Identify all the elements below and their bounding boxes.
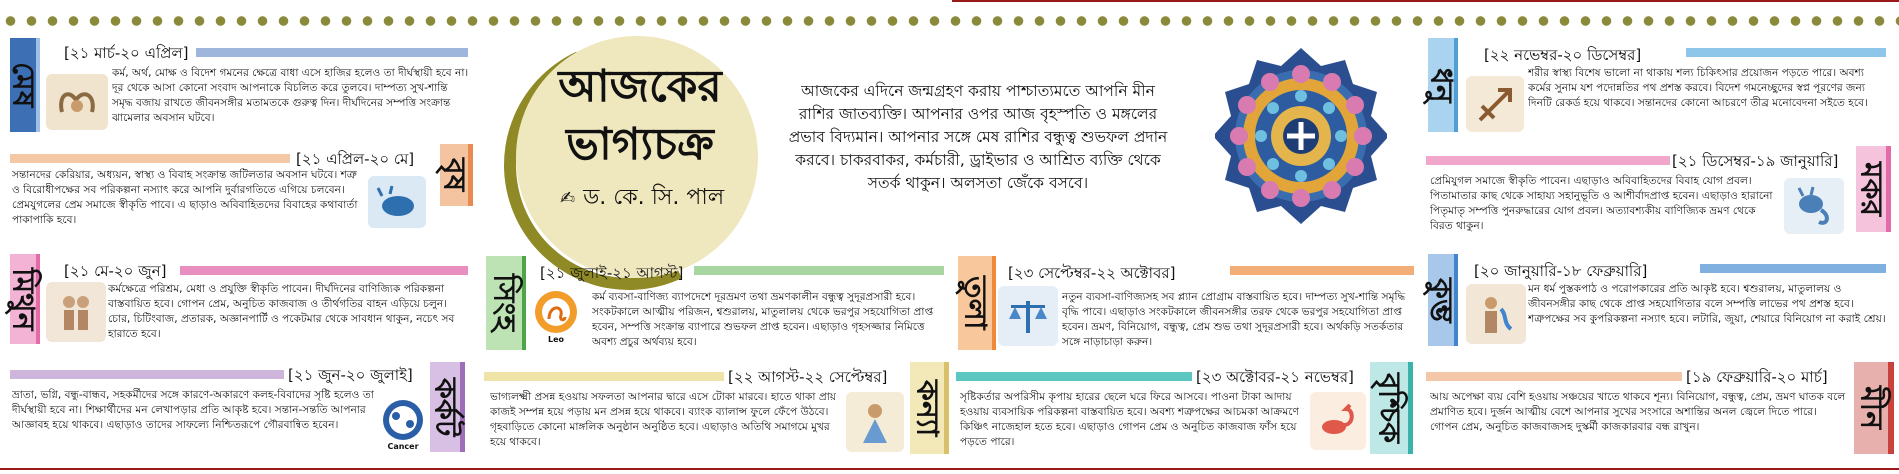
date-range-singha: [২১ জুলাই-২১ আগস্ট] [540, 264, 684, 282]
date-range-karkat: [২১ জুন-২০ জুলাই] [288, 366, 413, 384]
sign-tab-meen: মীন [1854, 362, 1894, 454]
forecast-mithun: কর্মক্ষেত্রে পরিশ্রম, মেধা ও প্রযুক্তি স্বীকৃতি পাবেন। দীর্ঘদিনের বাণিজ্যিক পরিকল্পনা বাস্তবায়িত হবে। গোপন প্রেম, অনুচিত কাজবাজ ও তীর্থগতির বাহন এড়িয়ে চলুন। চোর, চিটিংবাজ, প্রতারক, অজ্ঞানপার্টি ও পকেটমার থেকে সাবধান থাকুন, নচেৎ সব হারাতে হবে। [108, 283, 455, 340]
sign-tab-brischik: বৃশ্চিক [1370, 362, 1413, 454]
sign-tab-kanya: কন্যা [910, 362, 949, 454]
sign-tab-dhanu: ধনু [1428, 38, 1458, 132]
zodiac-wheel-icon [1215, 46, 1387, 226]
leo-icon-label: Leo [547, 334, 565, 344]
accent-bar-mithun [180, 266, 468, 275]
accent-bar-kumbha [1700, 264, 1886, 273]
date-range-brisha: [২১ এপ্রিল-২০ মে] [296, 150, 415, 168]
forecast-kanya: ভাগ্যলক্ষ্মী প্রসন্ন হওয়ায় সফলতা আপনার দ্বারে এসে টোকা মারবে। হাতে থাকা প্রায় কাজই সম্পন্ন হয়ে পড়ায় মন প্রসন্ন হয়ে থাকবে। ব্যাংক ব্যালান্স ফুলে ফেঁপে উঠবে। গৃহবাড়িতে কোনো মাঙ্গলিক অনুষ্ঠান অনুষ্ঠিত হবে। এছাড়াও অতিথি সমাগমে মুখর হয়ে থাকবে। [490, 391, 837, 448]
date-range-tula: [২৩ সেপ্টেম্বর-২২ অক্টোবর] [1008, 264, 1176, 282]
accent-bar-karkat [10, 370, 284, 379]
date-range-kumbha: [২০ জানুয়ারি-১৮ ফেব্রুয়ারি] [1474, 262, 1648, 280]
capricorn-icon [1784, 178, 1844, 234]
rule-bottom [0, 468, 1899, 470]
forecast-kumbha: মন ধর্ম পুস্তকপাঠ ও পরোপকারের প্রতি আকৃষ্ট হবে। শ্বশুরালয়, মাতুলালয় ও জীবনসঙ্গীর কাছ থেকে প্রাপ্ত সহযোগিতার বলে সম্পত্তি লাভের পথ প্রশস্ত হবে। শত্রুপক্ষের সব কুপরিকল্পনা নস্যাৎ হবে। লটারি, জুয়া, শেয়ারে বিনিয়োগ না করাই শ্রেয়। [1528, 283, 1886, 325]
forecast-brischik: সৃষ্টিকর্তার অপরিসীম কৃপায় হারের ছেলে ঘরে ফিরে আসবে। পাওনা টাকা আদায় হওয়ায় ব্যবসায়িক পরিকল্পনা বাস্তবায়িত হবে। অবশ্য শত্রুপক্ষের আচমকা আক্রমণে কিঞ্চিৎ নাজেহাল হতে হবে। এছাড়াও গোপন প্রেম ও অনুচিত কাজবাজ ফাঁস হয়ে পড়তে পারে। [960, 391, 1299, 448]
rule-top [952, 0, 1899, 2]
gemini-icon [46, 282, 106, 342]
sagittarius-icon [1466, 76, 1524, 132]
libra-icon [998, 286, 1058, 346]
forecast-makar: প্রেমিযুগল সমাজে স্বীকৃতি পাবেন। এছাড়াও অবিবাহিতদের বিবাহ যোগ প্রবল। পিতামাতার কাছ থেকে সাহায্য সহানুভূতি ও আশীর্বাদপ্রাপ্ত হবেন। এছাড়াও হারানো পিতৃমাতৃ সম্পত্তি পুনরুদ্ধারের যোগ প্রবল। অত্যাবশ্যকীয় বাণিজ্যিক ভ্রমণ থেকে বিরত থাকুন। [1430, 175, 1773, 232]
scorpio-icon [1310, 392, 1366, 450]
accent-bar-brischik [956, 372, 1192, 381]
accent-bar-mesh [196, 48, 468, 57]
date-range-brischik: [২৩ অক্টোবর-২১ নভেম্বর] [1196, 368, 1354, 386]
cancer-icon [378, 394, 428, 454]
sign-tab-kumbha: কুম্ভ [1428, 254, 1458, 346]
accent-bar-singha [694, 266, 944, 275]
forecast-brisha: সন্তানদের কেরিয়ার, অধ্যয়ন, স্বাস্থ্য ও বিবাহ সংক্রান্ত জটিলতার অবসান ঘটবে। শত্রু ও বিরোধীপক্ষের সব পরিকল্পনা নস্যাৎ করে আপনি দুর্বারগতিতে এগিয়ে চলবেন। প্রেমযুগলের প্রেম সমাজে স্বীকৃতি পাবে। এ ছাড়াও অবিবাহিতদের বিবাহের কথাবার্তা পাকাপাকি হবে। [12, 169, 358, 226]
date-range-meen: [১৯ ফেব্রুয়ারি-২০ মার্চ] [1686, 368, 1828, 386]
title-line-2: ভাগ্যচক্র [566, 119, 714, 170]
page-title [530, 58, 750, 174]
sign-tab-singha: সিংহ [486, 256, 526, 350]
aquarius-icon [1466, 284, 1526, 344]
sign-tab-karkat: কর্কট [430, 362, 465, 452]
forecast-tula: নতুন ব্যবসা-বাণিজ্যসহ সব প্ল্যান প্রোগ্রাম বাস্তবায়িত হবে। দাম্পত্য সুখ-শান্তি সমৃদ্ধি বৃদ্ধি পাবে। এছাড়াও সংকটকালে জীবনসঙ্গীর তরফ থেকে ভরপুর সহযোগিতা প্রাপ্ত হবেন। ভ্রমণ, বিনিয়োগ, বন্ধুত্ব, প্রেম শুভ তথা সুদূরপ্রসারী হবে। অর্থকড়ি সতর্কতার সঙ্গে নাড়াচাড়া করুন। [1062, 291, 1406, 348]
sign-tab-mithun: মিথুন [10, 254, 40, 344]
accent-bar-kanya [484, 372, 724, 381]
sign-tab-brisha: বৃষ [440, 144, 473, 206]
pen-icon: ✍ [560, 188, 576, 209]
sign-tab-tula: তুলা [958, 256, 996, 350]
taurus-icon [368, 176, 426, 228]
forecast-dhanu: শরীর স্বাস্থ্য বিশেষ ভালো না থাকায় শল্য চিকিৎসার প্রয়োজন পড়তে পারে। অবশ্য কর্মের সুনাম যশ পদোন্নতির পথ প্রশস্ত করবে। বিদেশ গমনেচ্ছুদের স্বপ্ন পূরণের জন্য দিনটি রেকর্ড হয়ে থাকবে। সন্তানদের কোনো আচরণে তীব্র মনোবেদনা সইতে হবে। [1528, 67, 1868, 109]
forecast-karkat: ভ্রাতা, ভগ্নি, বন্ধু-বান্ধব, সহকর্মীদের সঙ্গে কারণে-অকারণে কলহ-বিবাদের সৃষ্টি হলেও তা দীর্ঘস্থায়ী হবে না। শিক্ষার্থীদের মন লেখাপড়ার প্রতি আকৃষ্ট হবে। সন্তান-সন্ততি আপনার আজ্ঞাবহ হয়ে থাকবে। এছাড়াও তাদের সাফল্যে নিশ্চিতরূপে গৌরবান্বিত হবেন। [12, 389, 374, 431]
accent-bar-brisha [10, 154, 290, 163]
forecast-meen: আয় অপেক্ষা ব্যয় বেশি হওয়ায় সঞ্চয়ের খাতে থাকবে শূন্য। বিনিয়োগ, বন্ধুত্ব, প্রেম, ভ্রমণ ঘাতক বলে প্রমাণিত হবে। দুর্জন আত্মীয় বেশে আপনার সুখের সংসারে অশান্তির অনল জ্বেলে দিতে পারে। গোপন প্রেম, অনুচিত কাজবাজসহ দুস্কর্মী কাজকারবার বন্ধ রাখুন। [1430, 391, 1846, 433]
dotted-border-top [0, 14, 1899, 28]
sign-tab-makar: মকর [1856, 146, 1891, 232]
accent-bar-tula [1230, 266, 1414, 275]
virgo-icon [846, 392, 904, 452]
forecast-mesh: কর্ম, অর্থ, মোক্ষ ও বিদেশ গমনের ক্ষেত্রে বাধা এসে হাজির হলেও তা দীর্ঘস্থায়ী হবে না। দূর থেকে আসা কোনো সংবাদ আপনাকে বিচলিত করে তুলবে। দাম্পত্য সুখ-শান্তি সমৃদ্ধ বজায় রাখতে জীবনসঙ্গীর মতামতকে গুরুত্ব দিন। দীর্ঘদিনের সম্পত্তি সংক্রান্ত ঝামেলার অবসান ঘটবে। [112, 67, 469, 124]
aries-icon [46, 74, 108, 130]
accent-bar-meen [1426, 372, 1682, 381]
date-range-mithun: [২১ মে-২০ জুন] [64, 262, 167, 280]
author-line [560, 180, 760, 217]
forecast-singha: কর্ম ব্যবসা-বাণিজ্য ব্যাপদেশে দূরভ্রমণ তথা ভ্রমণকালীন বন্ধুত্ব সুদূরপ্রসারী হবে। সংকটকালে আত্মীয় পরিজন, শ্বশুরালয়, মাতুলালয় থেকে ভরপুর সহযোগিতা প্রাপ্ত হবেন, সম্পত্তি সংক্রান্ত ব্যাপারে শুভফল প্রাপ্ত হবেন। এছাড়াও গৃহসজ্জার নিমিত্তে অবশ্য প্রচুর অর্থব্যয় হবে। [592, 291, 934, 348]
accent-bar-dhanu [1686, 48, 1886, 57]
date-range-dhanu: [২২ নভেম্বর-২০ ডিসেম্বর] [1484, 46, 1642, 64]
intro-paragraph: আজকের এদিনে জন্মগ্রহণ করায় পাশ্চাত্যমতে আপনি মীন রাশির জাতব্যক্তি। আপনার ওপর আজ বৃহস্পতি ও মঙ্গলের প্রভাব বিদ্যমান। আপনার সঙ্গে মেষ রাশির বন্ধুত্ব শুভফল প্রদান করবে। চাকরবাকর, কর্মচারী, ড্রাইভার ও আশ্রিত ব্যক্তি থেকে সতর্ক থাকুন। অলসতা জেঁকে বসবে। [788, 82, 1168, 192]
accent-bar-makar [1426, 156, 1670, 165]
author-name: ড. কে. সি. পাল [583, 185, 725, 210]
title-line-1: আজকের [558, 61, 722, 112]
sign-tab-mesh: মেষ [10, 38, 40, 132]
leo-icon [526, 286, 586, 346]
date-range-makar: [২১ ডিসেম্বর-১৯ জানুয়ারি] [1672, 152, 1839, 170]
date-range-mesh: [২১ মার্চ-২০ এপ্রিল] [64, 44, 189, 62]
cancer-icon-label: Cancer [387, 441, 419, 451]
date-range-kanya: [২২ আগস্ট-২২ সেপ্টেম্বর] [728, 368, 888, 386]
